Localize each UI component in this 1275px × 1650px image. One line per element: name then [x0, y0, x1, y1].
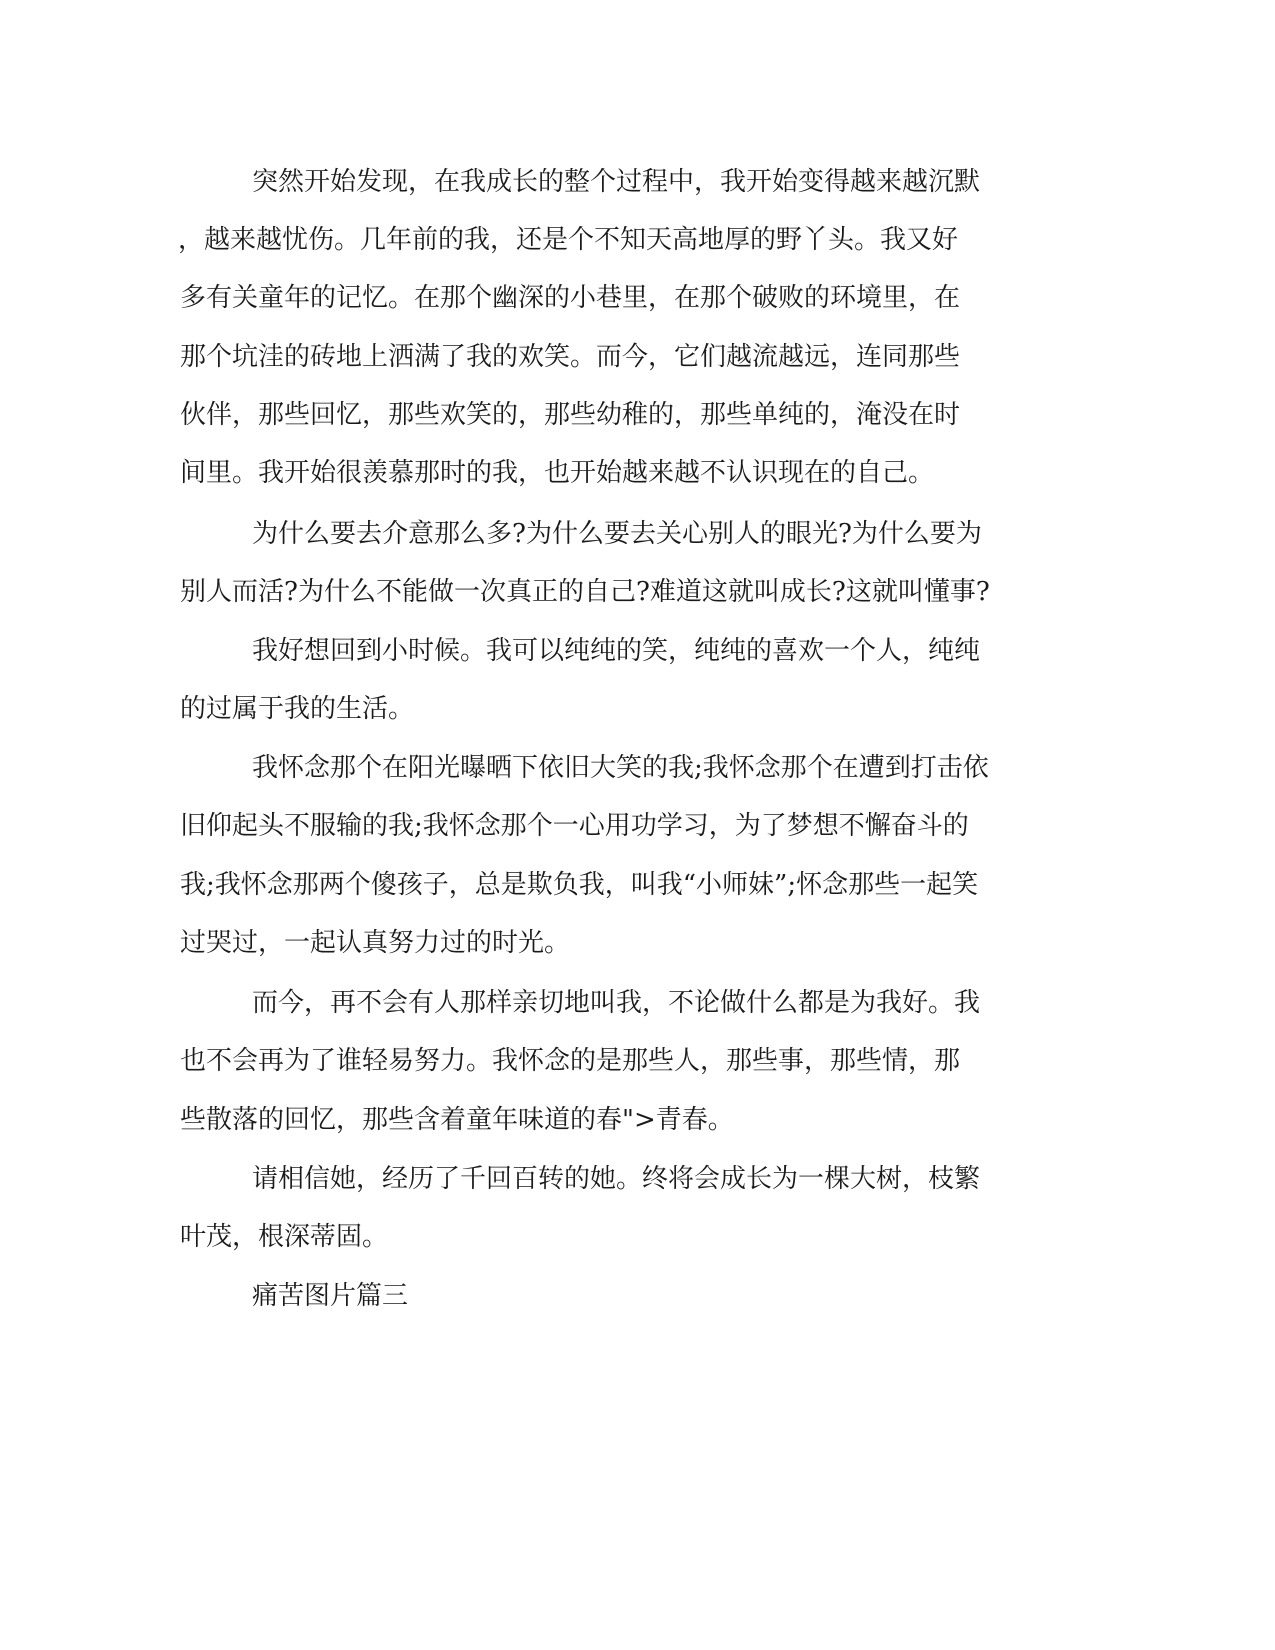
text-line: 多有关童年的记忆。在那个幽深的小巷里，在那个破败的环境里，在 [180, 283, 961, 313]
text-line: 过哭过，一起认真努力过的时光。 [180, 928, 571, 958]
text-line: 为什么要去介意那么多?为什么要去关心别人的眼光?为什么要为 [252, 519, 982, 549]
text-line: 那个坑洼的砖地上洒满了我的欢笑。而今，它们越流越远，连同那些 [180, 342, 961, 372]
section-heading: 痛苦图片篇三 [252, 1281, 409, 1311]
text-line: 间里。我开始很羡慕那时的我，也开始越来越不认识现在的自己。 [180, 458, 935, 488]
text-line: 而今，再不会有人那样亲切地叫我，不论做什么都是为我好。我 [252, 988, 981, 1018]
text-line: 也不会再为了谁轻易努力。我怀念的是那些人，那些事，那些情，那 [180, 1046, 961, 1076]
text-line: 别人而活?为什么不能做一次真正的自己?难道这就叫成长?这就叫懂事? [180, 577, 990, 607]
text-line: ，越来越忧伤。几年前的我，还是个不知天高地厚的野丫头。我又好 [178, 225, 959, 255]
text-line: 的过属于我的生活。 [180, 694, 415, 724]
text-line: 我;我怀念那两个傻孩子，总是欺负我，叫我“小师妹”;怀念那些一起笑 [180, 870, 979, 900]
text-line: 请相信她，经历了千回百转的她。终将会成长为一棵大树，枝繁 [252, 1164, 981, 1194]
text-line: 突然开始发现，在我成长的整个过程中，我开始变得越来越沉默 [252, 167, 981, 197]
text-line: 叶茂，根深蒂固。 [180, 1222, 389, 1252]
text-line: 伙伴，那些回忆，那些欢笑的，那些幼稚的，那些单纯的，淹没在时 [180, 400, 961, 430]
text-line: 旧仰起头不服输的我;我怀念那个一心用功学习，为了梦想不懈奋斗的 [180, 811, 969, 841]
text-line: 我怀念那个在阳光曝晒下依旧大笑的我;我怀念那个在遭到打击依 [252, 753, 989, 783]
text-line: 我好想回到小时候。我可以纯纯的笑，纯纯的喜欢一个人，纯纯 [252, 636, 981, 666]
text-line: 些散落的回忆，那些含着童年味道的春">青春。 [180, 1105, 734, 1135]
